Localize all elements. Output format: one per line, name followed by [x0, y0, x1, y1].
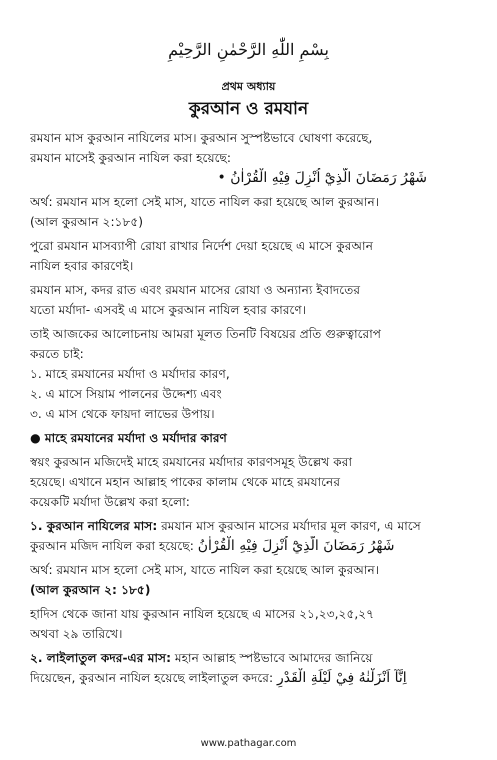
point-label: ১. কুরআন নাযিলের মাস: — [30, 519, 158, 533]
citation: (আল কুরআন ২:১৮৫) — [30, 215, 144, 229]
text-line: পুরো রমযান মাসব্যাপী রোযা রাখার নির্দেশ দেয়া হয়েছে এ মাসে কুরআন — [30, 239, 373, 253]
text-line: যতো মর্যাদা- এসবই এ মাসে কুরআন নাযিল হবার কারণে। — [30, 303, 307, 317]
text-line: করতে চাই: — [30, 347, 84, 361]
paragraph-3 — [30, 236, 472, 276]
text-line: অর্থ: রমযান মাস হলো সেই মাস, যাতে নাযিল করা হয়েছে আল কুরআন। — [30, 563, 380, 577]
arabic-verse: اِنَّآ اَنْزَلْنٰهُ فِيْ لَيْلَةِ الْقَدْرِ — [276, 670, 407, 686]
list-item: ৩. এ মাস থেকে ফায়দা লাভের উপায়। — [30, 407, 215, 421]
text-line: রমযান মাসেই কুরআন নাযিল করা হয়েছে: — [30, 151, 232, 165]
paragraph-1 — [30, 128, 472, 188]
text-line: নাযিল হবার কারণেই। — [30, 259, 134, 273]
text-line: অর্থ: রমযান মাস হলো সেই মাস, যাতে নাযিল করা হয়েছে আল কুরআন। — [30, 195, 380, 209]
paragraph-5 — [30, 324, 472, 424]
paragraph-10 — [30, 648, 472, 688]
text-line — [30, 668, 472, 688]
paragraph-2 — [30, 192, 472, 232]
text-line: হাদিস থেকে জানা যায় কুরআন নাযিল হয়েছে এ মাসের ২১,২৩,২৫,২৭ — [30, 607, 375, 621]
text-line: হয়েছে। এখানে মহান আল্লাহ পাকের কালাম থেকে মাহে রমযানের — [30, 475, 341, 489]
text-fragment: মহান আল্লাহ স্পষ্টভাবে আমাদের জানিয়ে — [170, 651, 373, 665]
text-line — [30, 648, 472, 668]
page-title: কুরআন ও রমযান — [188, 99, 309, 119]
list-item: ২. এ মাসে সিয়াম পালনের উদ্দেশ্য এবং — [30, 387, 222, 401]
citation: (আল কুরআন ২: ১৮৫) — [30, 583, 151, 597]
text-fragment: কুরআন মজিদ নাযিল করা হয়েছে: — [30, 539, 194, 553]
paragraph-4 — [30, 280, 472, 320]
list-item: ১. মাহে রমযানের মর্যাদা ও মর্যাদার কারণ, — [30, 367, 230, 381]
text-fragment: দিয়েছেন, কুরআন নাযিল হয়েছে লাইলাতুল কদরে: — [30, 671, 274, 685]
paragraph-6 — [30, 452, 472, 512]
footer-url[interactable]: www.pathagar.com — [200, 738, 297, 749]
text-line — [30, 536, 472, 556]
body-text — [30, 128, 472, 692]
paragraph-7 — [30, 516, 472, 556]
section-heading-text: ● মাহে রমযানের মর্যাদা ও মর্যাদার কারণ — [30, 431, 227, 445]
text-line: তাই আজকের আলোচনায় আমরা মূলত তিনটি বিষয়ের প্রতি গুরুত্বারোপ — [30, 327, 382, 341]
chapter-label: প্রথম অধ্যায় — [221, 80, 276, 93]
arabic-verse: شَهْرُ رَمَضَانَ الَّذِيْٓ اُنْزِلَ فِيْهِ الْقُرْاٰنُ — [197, 538, 395, 554]
bismillah-calligraphy: بِسْمِ اللّٰهِ الرَّحْمٰنِ الرَّحِيْمِ — [168, 40, 329, 59]
text-fragment: রমযান মাস কুরআন মাসের মর্যাদার মূল কারণ, এ মাসে — [157, 519, 421, 533]
text-line: স্বয়ং কুরআন মজিদেই মাহে রমযানের মর্যাদার কারণসমূহ উল্লেখ করা — [30, 455, 353, 469]
text-line — [30, 516, 472, 536]
text-line: অথবা ২৯ তারিখে। — [30, 627, 123, 641]
section-heading — [30, 428, 472, 448]
arabic-verse: شَهْرُ رَمَضَانَ الَّذِيْٓ اُنْزِلَ فِيْهِ الْقُرْاٰنُ • — [217, 170, 427, 186]
text-line: রমযান মাস কুরআন নাযিলের মাস। কুরআন সুস্পষ্টভাবে ঘোষণা করেছে, — [30, 131, 373, 145]
point-label: ২. লাইলাতুল কদর-এর মাস: — [30, 651, 171, 665]
text-line: কয়েকটি মর্যাদা উল্লেখ করা হলো: — [30, 495, 190, 509]
text-line: রমযান মাস, কদর রাত এবং রমযান মাসের রোযা ও অন্যান্য ইবাদতের — [30, 283, 361, 297]
paragraph-8 — [30, 560, 472, 600]
paragraph-9 — [30, 604, 472, 644]
